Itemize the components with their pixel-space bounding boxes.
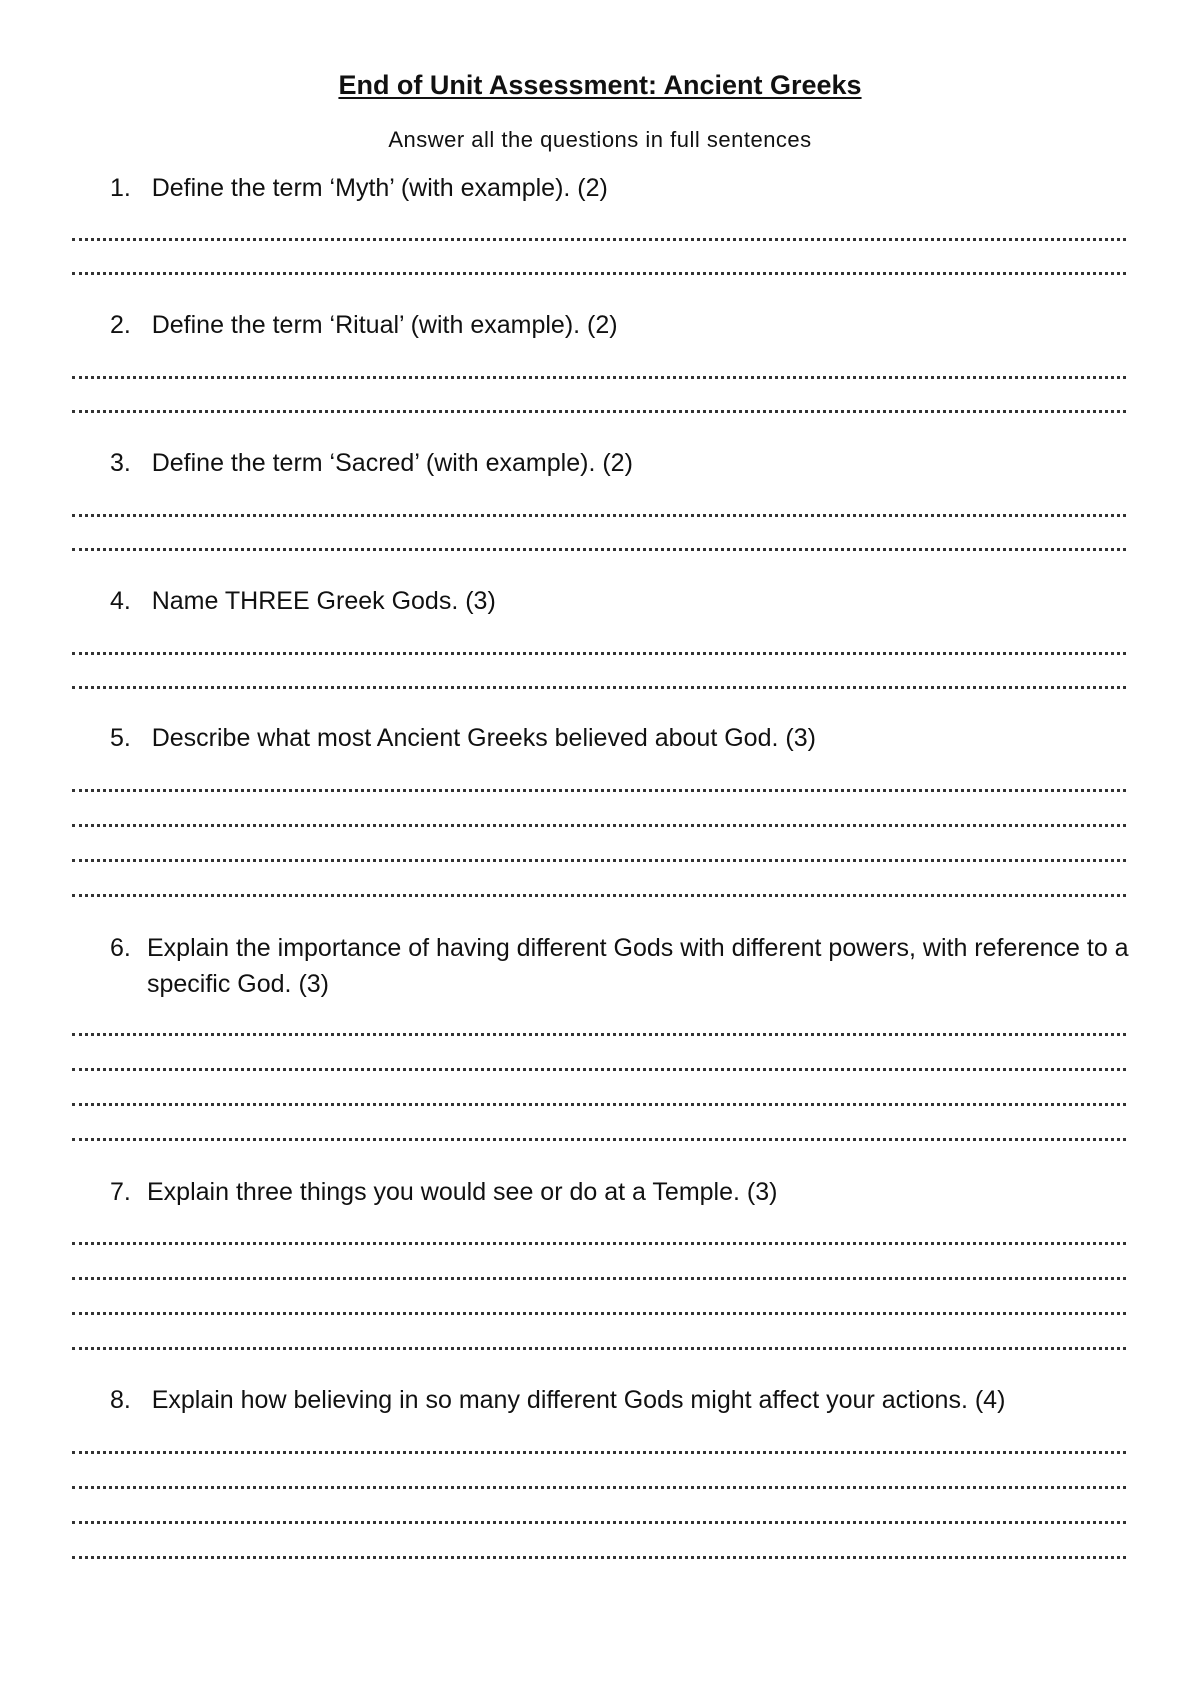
question-7	[110, 1174, 1130, 1210]
answer-line[interactable]	[72, 1242, 1126, 1247]
question-text: Define the term ‘Sacred’ (with example). (2)	[151, 449, 633, 477]
answer-line[interactable]	[72, 824, 1126, 829]
question-5	[110, 720, 816, 756]
answer-line[interactable]	[72, 686, 1126, 691]
question-number: 5.	[110, 724, 131, 752]
answer-line[interactable]	[72, 1033, 1126, 1038]
answer-line[interactable]	[72, 376, 1126, 381]
answer-line[interactable]	[72, 514, 1126, 519]
question-text: Name THREE Greek Gods. (3)	[151, 587, 496, 615]
question-text: Explain three things you would see or do at a Temple. (3)	[147, 1178, 778, 1206]
answer-line[interactable]	[72, 1277, 1126, 1282]
answer-line[interactable]	[72, 1451, 1126, 1456]
answer-line[interactable]	[72, 1312, 1126, 1317]
answer-line[interactable]	[72, 238, 1126, 243]
question-6	[110, 930, 1130, 1002]
question-number: 2.	[110, 311, 131, 339]
question-number: 3.	[110, 449, 131, 477]
question-number: 4.	[110, 587, 131, 615]
question-1	[110, 170, 608, 206]
question-8	[110, 1382, 1005, 1418]
question-number: 6.	[110, 934, 131, 962]
instructions: Answer all the questions in full sentences	[388, 127, 812, 152]
answer-line[interactable]	[72, 789, 1126, 794]
question-text: Describe what most Ancient Greeks believed about God. (3)	[151, 724, 816, 752]
answer-line[interactable]	[72, 1138, 1126, 1143]
question-number: 7.	[110, 1178, 131, 1206]
question-text: Explain the importance of having different Gods with different powers, with reference to a specific God. (3)	[147, 934, 1129, 998]
question-3	[110, 445, 633, 481]
answer-line[interactable]	[72, 410, 1126, 415]
answer-line[interactable]	[72, 1486, 1126, 1491]
question-text: Define the term ‘Ritual’ (with example). (2)	[151, 311, 618, 339]
answer-line[interactable]	[72, 1068, 1126, 1073]
question-text: Explain how believing in so many different Gods might affect your actions. (4)	[151, 1386, 1006, 1414]
page-title: End of Unit Assessment: Ancient Greeks	[338, 70, 862, 100]
answer-line[interactable]	[72, 1103, 1126, 1108]
question-number: 1.	[110, 174, 131, 202]
answer-line[interactable]	[72, 272, 1126, 277]
answer-line[interactable]	[72, 1521, 1126, 1526]
answer-line[interactable]	[72, 859, 1126, 864]
answer-line[interactable]	[72, 548, 1126, 553]
answer-line[interactable]	[72, 1347, 1126, 1352]
question-2	[110, 307, 618, 343]
question-4	[110, 583, 496, 619]
question-number: 8.	[110, 1386, 131, 1414]
answer-line[interactable]	[72, 652, 1126, 657]
question-text: Define the term ‘Myth’ (with example). (2)	[151, 174, 608, 202]
answer-line[interactable]	[72, 1556, 1126, 1561]
answer-line[interactable]	[72, 894, 1126, 899]
